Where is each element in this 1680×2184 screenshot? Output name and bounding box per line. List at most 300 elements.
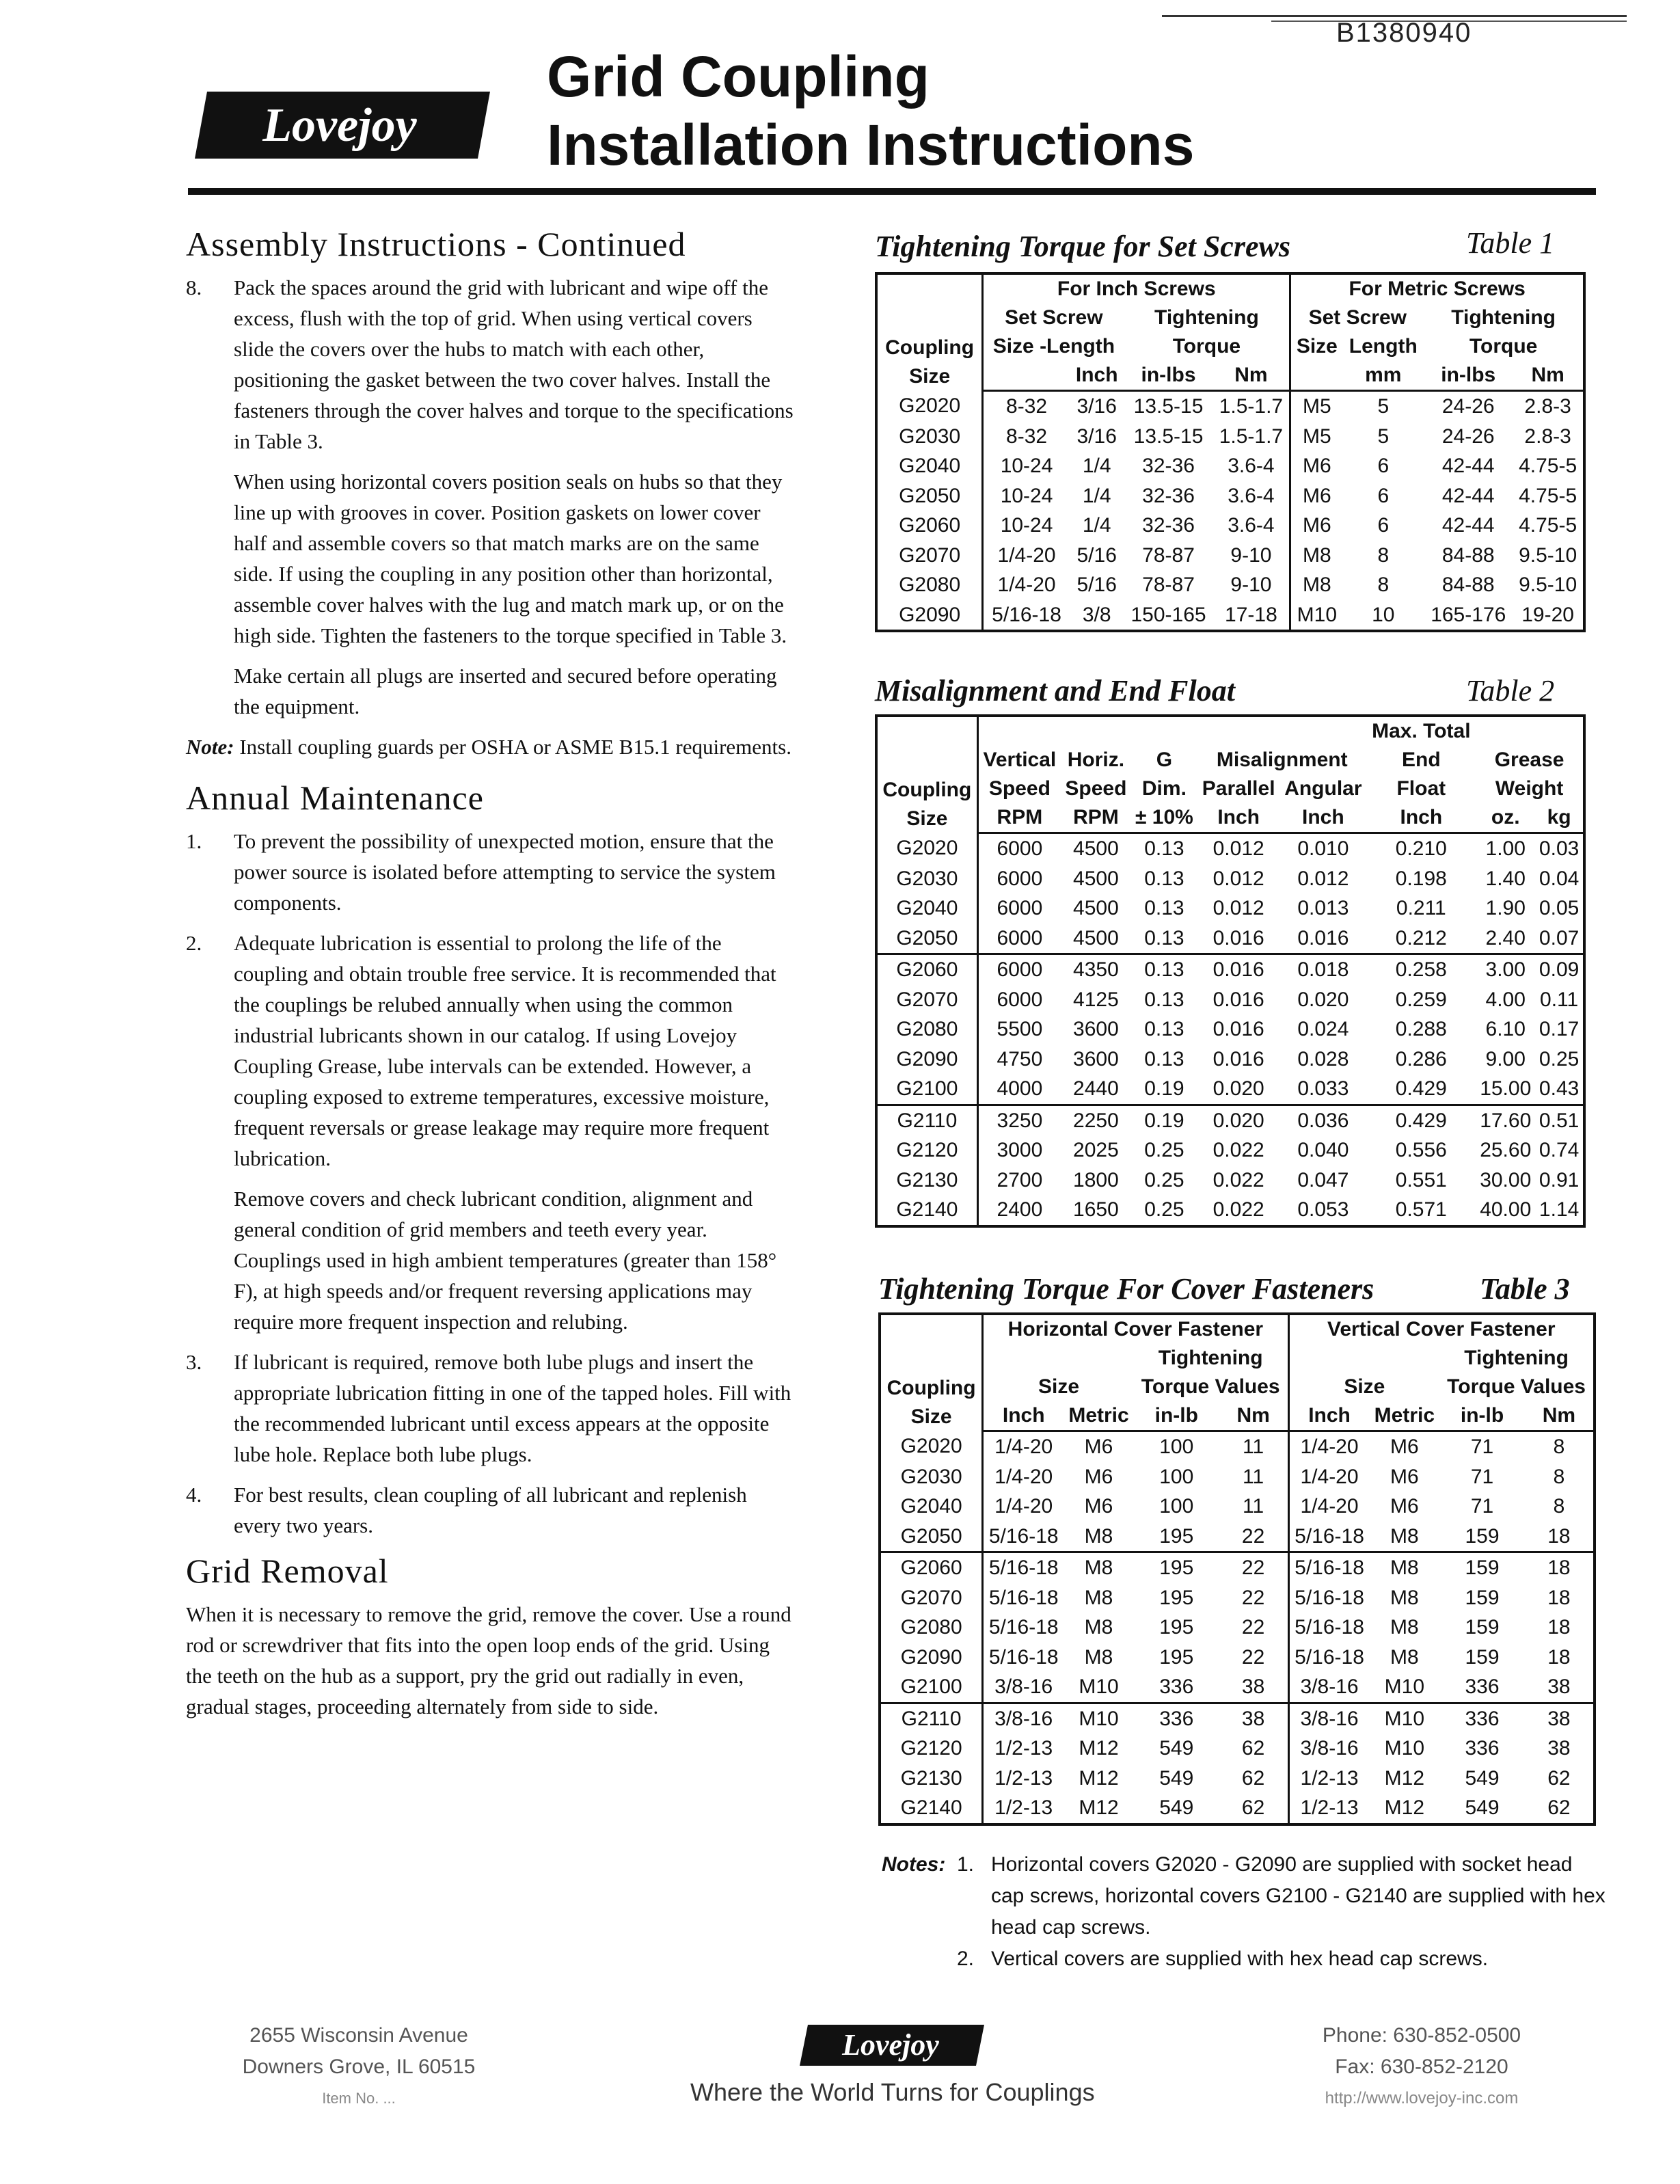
header-divider <box>188 188 1596 195</box>
table-cell: 0.020 <box>1297 988 1349 1011</box>
table-cell: 0.020 <box>1212 1077 1264 1100</box>
table-row <box>880 1793 1595 1824</box>
table-cell: 0.053 <box>1297 1198 1349 1221</box>
coupling-size-cell: G2030 <box>876 422 983 452</box>
table-cell: M12 <box>1384 1796 1425 1819</box>
table-header: Dim. <box>1141 777 1187 800</box>
table1 <box>875 272 1586 632</box>
assembly-heading: Assembly Instructions - Continued <box>186 225 686 263</box>
table-cell: 0.016 <box>1297 926 1349 949</box>
table-cell: 8 <box>1553 1465 1565 1488</box>
table-cell: 0.25 <box>1144 1168 1184 1191</box>
table-cell: 24-26 <box>1441 424 1495 448</box>
table-cell: 0.13 <box>1144 867 1184 890</box>
table-row <box>880 1492 1595 1522</box>
coupling-size-cell: G2070 <box>876 541 983 571</box>
table-cell: 5/16-18 <box>992 603 1061 626</box>
table-cell: 195 <box>1159 1586 1194 1609</box>
table-cell: 25.60 <box>1480 1139 1532 1161</box>
table-cell: 0.556 <box>1395 1139 1447 1161</box>
table-row <box>880 1552 1595 1583</box>
table-header: Misalignment <box>1216 749 1348 771</box>
table-row <box>880 1734 1595 1764</box>
table-header: Coupling Size <box>876 273 983 391</box>
table-cell: 3.6-4 <box>1213 451 1290 481</box>
table-cell: 62 <box>1219 1793 1288 1824</box>
table-row <box>880 1764 1595 1794</box>
table-cell: 8 <box>1377 543 1390 567</box>
table-header: RPM <box>1061 803 1131 833</box>
table-header: in-lbs <box>1124 361 1213 391</box>
table-cell: M12 <box>1079 1737 1119 1760</box>
table-cell: 150-165 <box>1130 603 1206 626</box>
table-cell: 5500 <box>997 1018 1043 1040</box>
table-header: Metric <box>1370 1401 1440 1431</box>
coupling-size-cell: G2020 <box>876 833 977 864</box>
table-header: Coupling Size <box>876 716 977 833</box>
table3-body <box>880 1431 1595 1824</box>
table-cell: M12 <box>1384 1766 1425 1790</box>
table-header: Set Screw <box>1308 306 1407 329</box>
coupling-size-cell: G2060 <box>876 511 983 541</box>
table-cell: 2440 <box>1073 1077 1119 1100</box>
coupling-size-cell: G2140 <box>880 1793 983 1824</box>
table-cell: 0.012 <box>1212 867 1264 890</box>
table-cell: 38 <box>1547 1737 1571 1760</box>
coupling-size-cell: G2030 <box>880 1462 983 1492</box>
table-cell: 84-88 <box>1441 543 1495 567</box>
note-label: Note: <box>186 735 234 759</box>
table-row <box>880 1672 1595 1703</box>
table-cell: 1/4-20 <box>997 574 1056 596</box>
table-cell: 11 <box>1219 1492 1288 1522</box>
table-row <box>876 1195 1584 1226</box>
table-cell: 0.212 <box>1395 926 1447 949</box>
lovejoy-logo <box>195 87 490 163</box>
table-cell: M10 <box>1384 1737 1425 1760</box>
table-cell: 0.018 <box>1279 954 1366 985</box>
removal-heading: Grid Removal <box>186 1552 389 1590</box>
note-text: Vertical covers are supplied with hex head cap screws. <box>991 1947 1489 1970</box>
table-cell: 1.5-1.7 <box>1213 391 1290 422</box>
table-cell: 6000 <box>997 926 1043 949</box>
table-cell: 1/4-20 <box>1300 1465 1359 1488</box>
table-header: Tightening <box>1451 306 1556 329</box>
table-cell: 4350 <box>1061 954 1131 985</box>
table-cell: 2.40 <box>1485 926 1526 949</box>
table-header: Length <box>1349 335 1418 358</box>
table-cell: 13.5-15 <box>1133 424 1204 448</box>
table-header: Nm <box>1213 361 1290 391</box>
table-header: Inch <box>983 1401 1064 1431</box>
table-row <box>876 422 1584 452</box>
table-cell: 10-24 <box>1000 514 1053 537</box>
table-row <box>876 600 1584 632</box>
footer-address <box>205 2020 513 2114</box>
table-header: Coupling Size <box>880 1314 983 1431</box>
coupling-size-cell: G2070 <box>876 985 977 1015</box>
table-cell: M10 <box>1297 603 1338 626</box>
table-cell: 78-87 <box>1142 574 1195 596</box>
table-header: Set Screw <box>1005 306 1103 329</box>
footer-contact <box>1271 2020 1572 2114</box>
table-cell: 0.013 <box>1297 897 1349 919</box>
assembly-step <box>186 272 794 457</box>
table-cell: 0.012 <box>1297 867 1349 890</box>
table-cell: M8 <box>1084 1645 1113 1669</box>
table-cell: M5 <box>1302 395 1331 418</box>
table-cell: 195 <box>1159 1616 1194 1639</box>
table-cell: 549 <box>1159 1796 1194 1819</box>
table-cell: 0.74 <box>1539 1139 1580 1161</box>
table-cell: 3.6-4 <box>1213 481 1290 511</box>
table-cell: 0.551 <box>1395 1168 1447 1191</box>
table-row <box>876 570 1584 600</box>
table-header: Torque <box>1124 332 1290 361</box>
table-cell: 1800 <box>1073 1168 1119 1191</box>
table-cell: M6 <box>1390 1465 1419 1488</box>
table-cell: 9-10 <box>1213 541 1290 571</box>
table-cell: 4.75-5 <box>1519 455 1577 477</box>
table-header: Size <box>1038 1375 1080 1398</box>
table-cell: 4.75-5 <box>1519 514 1577 537</box>
table-cell: 100 <box>1159 1495 1194 1518</box>
table-row <box>876 1044 1584 1075</box>
table-cell: 0.04 <box>1539 867 1580 890</box>
table-group-header: Horizontal Cover Fastener <box>983 1314 1288 1344</box>
table-cell: 1.5-1.7 <box>1213 422 1290 452</box>
table-cell: 0.016 <box>1212 1047 1264 1070</box>
table-header: Speed <box>988 777 1051 800</box>
table-header: Speed <box>1065 777 1127 800</box>
table-header: mm <box>1342 361 1424 391</box>
table-cell: M10 <box>1370 1703 1440 1734</box>
item-number: 4. <box>186 1483 202 1507</box>
coupling-size-cell: G2060 <box>880 1552 983 1583</box>
table-cell: 2400 <box>997 1198 1043 1221</box>
table-cell: 32-36 <box>1142 514 1195 537</box>
table-cell: M6 <box>1390 1435 1419 1458</box>
table-cell: M8 <box>1063 1552 1134 1583</box>
table-cell: 0.91 <box>1539 1168 1580 1191</box>
item-number: 2. <box>186 931 202 955</box>
coupling-size-cell: G2130 <box>880 1764 983 1794</box>
table-cell: 5 <box>1377 424 1390 448</box>
table-cell: 18 <box>1547 1586 1571 1609</box>
table-cell: 0.51 <box>1535 1105 1584 1135</box>
table-cell: 0.03 <box>1539 837 1580 860</box>
table-cell: 42-44 <box>1441 455 1495 477</box>
table-cell: 0.13 <box>1144 1047 1184 1070</box>
table-cell: 1/2-13 <box>994 1796 1053 1819</box>
table-cell: 62 <box>1219 1734 1288 1764</box>
footer-tagline: Where the World Turns for Couplings <box>690 2078 1095 2106</box>
table-header: kg <box>1535 803 1584 833</box>
table-cell: 17-18 <box>1213 600 1290 632</box>
table-cell: 0.288 <box>1395 1018 1447 1040</box>
coupling-size-cell: G2050 <box>876 481 983 511</box>
table-cell: 30.00 <box>1480 1168 1532 1191</box>
table-row <box>876 985 1584 1015</box>
table-row <box>876 924 1584 954</box>
table-cell: M10 <box>1063 1703 1134 1734</box>
table-cell: 0.016 <box>1212 1018 1264 1040</box>
table-cell: 5/16-18 <box>983 1552 1064 1583</box>
table-cell: 11 <box>1219 1431 1288 1462</box>
table-cell: 336 <box>1159 1675 1194 1698</box>
table-cell: M6 <box>1302 514 1331 537</box>
table-cell: 0.13 <box>1131 954 1197 985</box>
table-cell: 2.8-3 <box>1524 395 1571 418</box>
table3-notes <box>882 1849 1606 1975</box>
table-cell: 1.40 <box>1485 867 1526 890</box>
table-cell: 9.5-10 <box>1519 543 1577 567</box>
table-row <box>876 481 1584 511</box>
list-item <box>186 928 794 1174</box>
table-cell: 62 <box>1547 1796 1571 1819</box>
table-cell: 71 <box>1470 1495 1494 1518</box>
table-cell: 0.25 <box>1539 1047 1580 1070</box>
table-cell: 3.00 <box>1476 954 1535 985</box>
table-cell: 0.022 <box>1212 1168 1264 1191</box>
table-cell: 3/8 <box>1082 603 1111 626</box>
table-row <box>880 1583 1595 1613</box>
table1-body <box>876 391 1584 632</box>
item-number: 1. <box>186 829 202 853</box>
table-cell: 3600 <box>1073 1018 1119 1040</box>
table-cell: 3/8-16 <box>994 1675 1053 1698</box>
table-header: RPM <box>977 803 1061 833</box>
table-cell: 5/16-18 <box>988 1616 1059 1639</box>
table-cell: 4500 <box>1073 926 1119 949</box>
table-cell: 5/16-18 <box>988 1586 1059 1609</box>
table-cell: 1/2-13 <box>1300 1766 1359 1790</box>
table-cell: 100 <box>1159 1465 1194 1488</box>
table-row <box>876 833 1584 864</box>
table-header: Tightening <box>1464 1347 1569 1369</box>
table-header: Inch <box>1366 803 1476 833</box>
item-text: To prevent the possibility of unexpected motion, ensure that the power source is isolated before attempting to service the system components. <box>234 829 776 915</box>
table-cell: 38 <box>1525 1703 1595 1734</box>
table-cell: M6 <box>1302 484 1331 507</box>
table-cell: 3.6-4 <box>1213 511 1290 541</box>
svg-text:Lovejoy: Lovejoy <box>842 2028 939 2062</box>
table-cell: M8 <box>1084 1524 1113 1548</box>
table-cell: 1/4-20 <box>994 1465 1053 1488</box>
table-cell: 0.13 <box>1144 1018 1184 1040</box>
table-cell: 10-24 <box>1000 484 1053 507</box>
table-cell: 10 <box>1372 603 1395 626</box>
coupling-size-cell: G2020 <box>876 391 983 422</box>
table-cell: 22 <box>1219 1552 1288 1583</box>
title-line-2: Installation Instructions <box>547 113 1195 177</box>
table-cell: 3250 <box>977 1105 1061 1135</box>
table-cell: 1/4-20 <box>997 543 1056 567</box>
table-row <box>876 954 1584 985</box>
table-cell: 0.258 <box>1366 954 1476 985</box>
table-cell: 195 <box>1134 1552 1219 1583</box>
table-cell: 0.43 <box>1539 1077 1580 1100</box>
list-item <box>186 1347 794 1470</box>
table-cell: 0.05 <box>1539 897 1580 919</box>
table-cell: 6 <box>1377 514 1390 537</box>
note-number: 2. <box>957 1947 975 1970</box>
title-line-1: Grid Coupling <box>547 44 930 109</box>
table-cell: 336 <box>1439 1703 1525 1734</box>
table-cell: 10-24 <box>1000 455 1053 477</box>
table-cell: 2.8-3 <box>1524 424 1571 448</box>
table-header: Float <box>1396 777 1446 800</box>
coupling-size-cell: G2070 <box>880 1583 983 1613</box>
top-rule <box>1162 15 1627 17</box>
plugs-paragraph: Make certain all plugs are inserted and secured before operating the equipment. <box>234 664 777 718</box>
table-row <box>876 541 1584 571</box>
table-cell: 5/16-18 <box>1295 1524 1364 1548</box>
coupling-size-cell: G2040 <box>876 893 977 924</box>
table-cell: 0.25 <box>1144 1139 1184 1161</box>
table-cell: 1/2-13 <box>994 1766 1053 1790</box>
item-number: Item No. ... <box>322 2090 396 2107</box>
table-cell: 549 <box>1159 1737 1194 1760</box>
table-cell: 5/16-18 <box>988 1524 1059 1548</box>
table-cell: 6000 <box>977 954 1061 985</box>
table-cell: 0.022 <box>1212 1139 1264 1161</box>
table-cell: M12 <box>1079 1796 1119 1819</box>
table-cell: M6 <box>1302 455 1331 477</box>
table-cell: 0.429 <box>1395 1077 1447 1100</box>
table-cell: 0.13 <box>1144 988 1184 1011</box>
coupling-size-cell: G2050 <box>880 1522 983 1552</box>
table-cell: 0.036 <box>1279 1105 1366 1135</box>
table-cell: 0.286 <box>1395 1047 1447 1070</box>
table-cell: 40.00 <box>1480 1198 1532 1221</box>
table-cell: 22 <box>1219 1522 1288 1552</box>
left-column <box>186 225 794 1722</box>
table-cell: M8 <box>1370 1552 1440 1583</box>
coupling-size-cell: G2100 <box>880 1672 983 1703</box>
removal-text: When it is necessary to remove the grid, remove the cover. Use a round rod or screwdriver that fits into the open loop ends of the grid. Using the teeth on the hub as a support, pry the grid out radially in even, gradual stages, proceeding alternately from side to side. <box>186 1602 791 1718</box>
table-cell: 22 <box>1219 1583 1288 1613</box>
table-cell: 15.00 <box>1480 1077 1532 1100</box>
table-cell: M10 <box>1384 1675 1425 1698</box>
list-item <box>186 1479 794 1541</box>
table-header: Metric <box>1063 1401 1134 1431</box>
table-cell: 19-20 <box>1521 603 1574 626</box>
table-cell: 42-44 <box>1441 484 1495 507</box>
table-cell: 22 <box>1219 1643 1288 1673</box>
table-cell: M8 <box>1390 1586 1419 1609</box>
table-row <box>876 864 1584 894</box>
table-header: Torque Values <box>1134 1373 1288 1401</box>
table-cell: 3/16 <box>1076 424 1117 448</box>
table-cell: 11 <box>1219 1462 1288 1492</box>
table-cell: 0.033 <box>1297 1077 1349 1100</box>
website-link[interactable]: http://www.lovejoy-inc.com <box>1325 2089 1519 2107</box>
table-header: Torque Values <box>1447 1375 1586 1398</box>
table-cell: M6 <box>1084 1465 1113 1488</box>
table-cell: 0.198 <box>1395 867 1447 890</box>
table-cell: 5/16-18 <box>1295 1616 1364 1639</box>
table-cell: M8 <box>1390 1524 1419 1548</box>
table-cell: M8 <box>1390 1616 1419 1639</box>
table-header: Nm <box>1219 1401 1288 1431</box>
table-cell: 0.09 <box>1535 954 1584 985</box>
table-header: Torque <box>1469 335 1538 358</box>
table-cell: 3/8-16 <box>983 1703 1064 1734</box>
table-row <box>880 1613 1595 1643</box>
table-header: Tightening <box>1134 1344 1288 1373</box>
logo-text: Lovejoy <box>262 99 417 152</box>
table-header: Horiz. <box>1067 749 1125 771</box>
table-header: Max. Total <box>1372 720 1471 742</box>
table-row <box>876 391 1584 422</box>
table-header: Inch <box>1288 1401 1370 1431</box>
page-title <box>547 42 1194 179</box>
coupling-size-cell: G2080 <box>876 1014 977 1044</box>
table-header: Size <box>1344 1375 1385 1398</box>
table-header: ± 10% <box>1131 803 1197 833</box>
table-cell: 4750 <box>997 1047 1043 1070</box>
table-group-header: For Metric Screws <box>1349 278 1526 300</box>
table-header: Vertical <box>983 749 1057 771</box>
table-cell: 32-36 <box>1142 484 1195 507</box>
coupling-size-cell: G2080 <box>876 570 983 600</box>
fax-number: Fax: 630-852-2120 <box>1335 2055 1508 2078</box>
table-cell: 0.11 <box>1540 988 1579 1011</box>
table-cell: 165-176 <box>1431 603 1506 626</box>
table3 <box>878 1312 1596 1826</box>
table-cell: 22 <box>1219 1613 1288 1643</box>
table-cell: 62 <box>1547 1766 1571 1790</box>
table-header: Parallel <box>1202 777 1275 800</box>
note-row <box>882 1849 1606 1943</box>
table-cell: 4.75-5 <box>1519 484 1577 507</box>
step-number: 8. <box>186 275 202 299</box>
address-line: 2655 Wisconsin Avenue <box>249 2024 468 2047</box>
table-cell: M8 <box>1302 543 1331 567</box>
table-cell: 0.13 <box>1144 926 1184 949</box>
table-row <box>876 1165 1584 1196</box>
table-cell: 159 <box>1465 1586 1500 1609</box>
table-cell: 18 <box>1547 1616 1571 1639</box>
coupling-size-cell: G2090 <box>876 1044 977 1075</box>
table-cell: 549 <box>1465 1766 1500 1790</box>
table-cell: 5 <box>1377 395 1390 418</box>
table-cell: 195 <box>1159 1524 1194 1548</box>
table-cell: 6.10 <box>1485 1018 1526 1040</box>
table-cell: 18 <box>1547 1645 1571 1669</box>
table-cell: 3/8-16 <box>1300 1675 1359 1698</box>
table-cell: 0.19 <box>1131 1105 1197 1135</box>
table-cell: M10 <box>1079 1675 1119 1698</box>
table-cell: 32-36 <box>1142 455 1195 477</box>
table-cell: 9.00 <box>1485 1047 1526 1070</box>
table-cell: 0.571 <box>1395 1198 1447 1221</box>
table-cell: M6 <box>1084 1435 1113 1458</box>
table-cell: 0.040 <box>1297 1139 1349 1161</box>
table-cell: 6 <box>1377 455 1390 477</box>
table-cell: 4000 <box>997 1077 1043 1100</box>
table-cell: 0.07 <box>1539 926 1580 949</box>
phone-number: Phone: 630-852-0500 <box>1322 2024 1521 2047</box>
table-header: End <box>1401 749 1441 771</box>
table-cell: 0.012 <box>1212 837 1264 860</box>
table-cell: 4500 <box>1073 897 1119 919</box>
table-cell: M8 <box>1084 1616 1113 1639</box>
notes-label: Notes: <box>882 1853 946 1876</box>
table-cell: 4125 <box>1073 988 1119 1011</box>
table-cell: 84-88 <box>1441 574 1495 596</box>
